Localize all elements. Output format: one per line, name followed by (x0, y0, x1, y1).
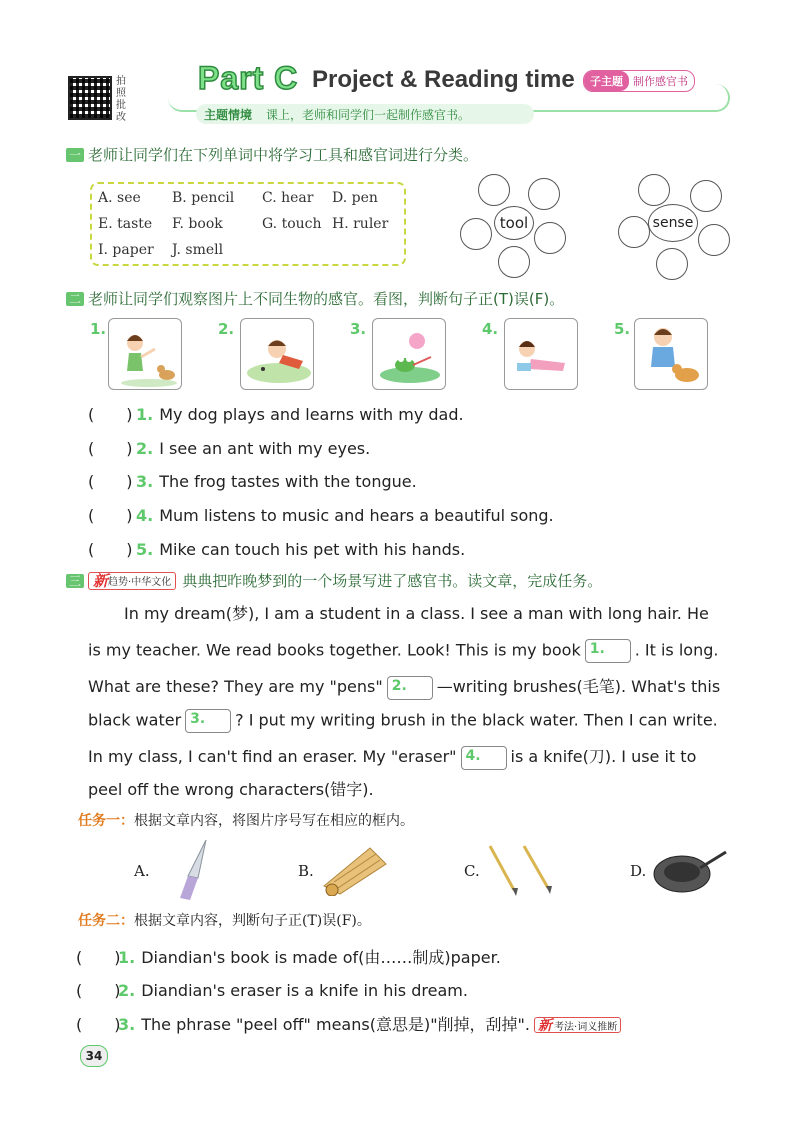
blank-number: 4. (465, 747, 481, 764)
tf-item (76, 945, 501, 968)
scene-text: 课上，老师和同学们一起制作感官书。 (266, 107, 471, 122)
part-title: Part C (198, 60, 299, 96)
word-item: F. book (172, 216, 223, 232)
subtheme-text: 制作感官书 (633, 75, 688, 88)
task1 (78, 810, 414, 830)
answer-paren[interactable]: ( ) (88, 439, 133, 458)
blank-box[interactable] (461, 746, 507, 770)
passage-line: In my dream(梦), I am a student in a class. I see a man with long hair. He (124, 604, 709, 623)
word-item: B. pencil (172, 190, 235, 206)
scene-bar (196, 104, 534, 124)
word-item: G. touch (262, 216, 322, 232)
item-text: My dog plays and learns with my dad. (159, 405, 464, 424)
mindmap-bubble[interactable] (460, 218, 492, 250)
item-number: 2. (118, 981, 136, 1000)
picture-number: 4. (482, 320, 499, 338)
task2-label: 任务二： (78, 913, 134, 929)
mindmap-bubble[interactable] (498, 246, 530, 278)
mindmap-bubble[interactable] (690, 180, 722, 212)
item-text: Diandian's eraser is a knife in his dream. (141, 981, 468, 1000)
subtheme-badge (583, 70, 695, 92)
blank-number: 1. (589, 641, 605, 657)
item-text: Mum listens to music and hears a beautiful song. (159, 506, 554, 525)
tf-item (88, 537, 465, 560)
task2-text: 根据文章内容，判断句子正(T)误(F)。 (134, 913, 371, 929)
picture-frog (372, 318, 446, 390)
section3-heading (66, 570, 602, 591)
option-label: B. (298, 862, 314, 880)
brushes-image (486, 842, 556, 904)
item-number: 1. (136, 405, 154, 424)
passage-text: is a knife(刀). I use it to (510, 747, 697, 766)
word-item: A. see (98, 190, 141, 206)
passage-text: is my teacher. We read books together. Look! This is my book (88, 640, 581, 660)
word-item: J. smell (172, 242, 224, 258)
item-text: Mike can touch his pet with his hands. (159, 540, 466, 559)
tf-item (88, 469, 417, 492)
blank-number: 3. (190, 711, 206, 727)
picture-number: 5. (614, 320, 631, 338)
word-item: I. paper (98, 242, 154, 258)
bamboo-scroll-image (320, 842, 390, 900)
page-number: 34 (80, 1045, 108, 1067)
passage-text: black water (88, 710, 182, 730)
picture-boy-cat (634, 318, 708, 390)
passage-line: peel off the wrong characters(错字). (88, 780, 374, 799)
passage-text: —writing brushes(毛笔). What's this (436, 677, 721, 696)
passage-line (88, 674, 720, 700)
answer-paren[interactable]: ( ) (88, 472, 133, 491)
knife-image (168, 838, 214, 908)
picture-number: 2. (218, 320, 235, 338)
mindmap-bubble[interactable] (534, 222, 566, 254)
picture-girl-dog (108, 318, 182, 390)
item-number: 2. (136, 439, 154, 458)
section1-number: 一 (66, 148, 84, 162)
picture-number: 3. (350, 320, 367, 338)
badge-new: 新 (538, 1018, 553, 1034)
mindmap-bubble[interactable] (656, 248, 688, 280)
mindmap-bubble[interactable] (478, 174, 510, 206)
passage-text: In my class, I can't find an eraser. My "eraser" (88, 747, 457, 766)
passage-line (88, 744, 696, 770)
word-item: D. pen (332, 190, 378, 206)
blank-number: 2. (391, 677, 407, 694)
mindmap-bubble[interactable] (698, 224, 730, 256)
tf-item (88, 503, 554, 526)
page-title: Project & Reading time (312, 66, 575, 93)
scene-tag: 主题情境 (204, 107, 253, 122)
badge-text: 考法·词义推断 (554, 1021, 618, 1033)
option-label: A. (134, 862, 150, 880)
mindmap-bubble[interactable] (638, 174, 670, 206)
qr-caption: 拍照批改 (116, 76, 126, 123)
answer-paren[interactable]: ( ) (88, 506, 133, 525)
answer-paren[interactable]: ( ) (88, 405, 133, 424)
answer-paren[interactable]: ( ) (76, 948, 121, 967)
answer-paren[interactable]: ( ) (76, 1015, 121, 1034)
item-number: 1. (118, 948, 136, 967)
item-text: Diandian's book is made of(由……制成)paper. (141, 948, 501, 967)
task2 (78, 910, 371, 930)
task1-text: 根据文章内容，将图片序号写在相应的框内。 (134, 813, 414, 829)
subtheme-tag: 子主题 (584, 71, 629, 91)
item-number: 3. (118, 1015, 136, 1034)
passage-text: ? I put my writing brush in the black water. Then I can write. (235, 710, 718, 730)
section2-heading (66, 288, 564, 309)
mindmap-center-sense: sense (648, 204, 698, 242)
tf-item (76, 978, 468, 1001)
item-number: 3. (136, 472, 154, 491)
answer-paren[interactable]: ( ) (88, 540, 133, 559)
mindmap-bubble[interactable] (618, 216, 650, 248)
passage-text: . It is long. (634, 640, 719, 660)
mindmap-center-tool: tool (494, 206, 534, 240)
section2-instruction: 老师让同学们观察图片上不同生物的感官。看图，判断句子正(T)误(F)。 (88, 290, 565, 308)
badge-text: 趋势·中华文化 (108, 577, 172, 588)
section3-instruction: 典典把昨晚梦到的一个场景写进了感官书。读文章，完成任务。 (182, 572, 603, 590)
section2-number: 二 (66, 292, 84, 306)
passage-line (88, 639, 718, 663)
blank-box[interactable] (185, 709, 231, 733)
blank-box[interactable] (585, 639, 631, 663)
item-text: The phrase "peel off" means(意思是)"削掉，刮掉". (141, 1015, 531, 1034)
word-item: H. ruler (332, 216, 389, 232)
option-label: D. (630, 862, 647, 880)
option-label: C. (464, 862, 480, 880)
tf-item (88, 436, 370, 459)
tf-item (88, 402, 464, 425)
trend-badge (88, 572, 176, 590)
section1-instruction: 老师让同学们在下列单词中将学习工具和感官词进行分类。 (88, 146, 479, 164)
passage-line (88, 709, 718, 733)
item-number: 4. (136, 506, 154, 525)
picture-number: 1. (90, 320, 107, 338)
badge-new: 新 (93, 572, 109, 590)
answer-paren[interactable]: ( ) (76, 981, 121, 1000)
mindmap-bubble[interactable] (528, 178, 560, 210)
inkstone-image (652, 844, 728, 900)
tf-item (76, 1012, 621, 1035)
picture-girl-music (504, 318, 578, 390)
passage-text: What are these? They are my "pens" (88, 677, 383, 696)
word-item: E. taste (98, 216, 153, 232)
item-text: The frog tastes with the tongue. (159, 472, 417, 491)
task1-label: 任务一： (78, 813, 134, 829)
picture-boy-ant (240, 318, 314, 390)
method-badge (534, 1017, 621, 1033)
section1-heading (66, 144, 478, 165)
item-text: I see an ant with my eyes. (159, 439, 371, 458)
blank-box[interactable] (387, 676, 433, 700)
item-number: 5. (136, 540, 154, 559)
qr-code (68, 76, 112, 120)
section3-number: 三 (66, 574, 84, 588)
word-item: C. hear (262, 190, 314, 206)
